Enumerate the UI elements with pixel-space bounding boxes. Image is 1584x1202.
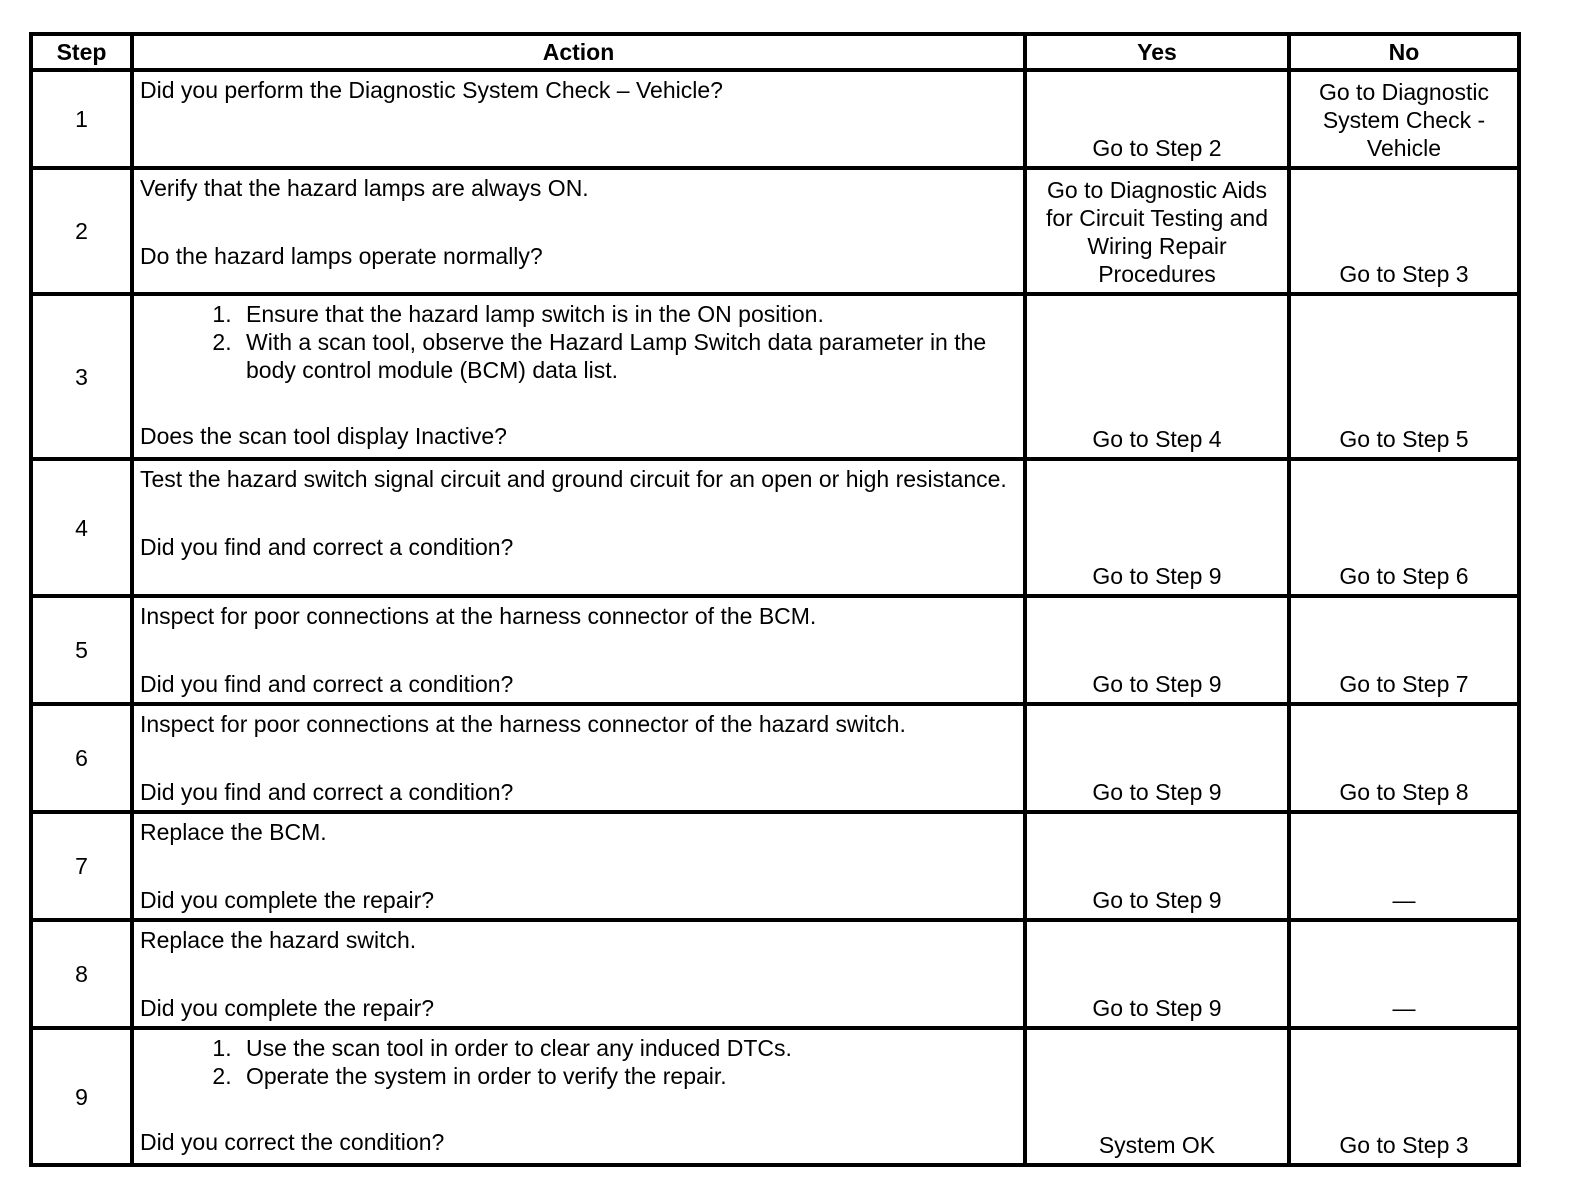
action-question: Do the hazard lamps operate normally?: [140, 243, 543, 269]
action-text: Test the hazard switch signal circuit and ground circuit for an open or high resistance.: [140, 466, 1007, 492]
action-cell: [132, 70, 1025, 168]
action-question: Did you find and correct a condition?: [140, 779, 514, 805]
action-cell: [132, 168, 1025, 294]
yes-cell: Go to Step 9: [1025, 596, 1289, 704]
table-row: [31, 459, 1519, 596]
action-question: Does the scan tool display Inactive?: [140, 423, 507, 449]
step-number: 4: [31, 459, 132, 596]
table-row: [31, 168, 1519, 294]
action-question: Did you find and correct a condition?: [140, 671, 514, 697]
table-row: [31, 70, 1519, 168]
list-item: 2. Operate the system in order to verify the repair.: [238, 1062, 1017, 1090]
yes-cell: Go to Step 2: [1025, 70, 1289, 168]
action-question: Did you complete the repair?: [140, 995, 435, 1021]
no-cell: Go to Step 6: [1289, 459, 1519, 596]
action-text: Inspect for poor connections at the harness connector of the BCM.: [140, 603, 817, 629]
action-cell: [132, 294, 1025, 459]
action-cell: [132, 920, 1025, 1028]
step-number: 7: [31, 812, 132, 920]
list-item: 1. Ensure that the hazard lamp switch is in the ON position.: [238, 300, 1017, 328]
action-question: Did you find and correct a condition?: [140, 534, 514, 560]
header-step: Step: [31, 34, 132, 70]
action-steps-list: [140, 300, 1017, 384]
yes-cell: System OK: [1025, 1028, 1289, 1165]
action-cell: [132, 459, 1025, 596]
action-question: Did you complete the repair?: [140, 887, 435, 913]
no-cell: Go to Step 3: [1289, 1028, 1519, 1165]
action-question: Did you correct the condition?: [140, 1129, 445, 1155]
step-number: 5: [31, 596, 132, 704]
action-cell: [132, 596, 1025, 704]
table-row: [31, 1028, 1519, 1165]
no-cell: Go to Step 8: [1289, 704, 1519, 812]
step-number: 6: [31, 704, 132, 812]
diagnostic-table: [29, 32, 1521, 1167]
no-cell: Go to Diagnostic System Check - Vehicle: [1289, 70, 1519, 168]
action-cell: [132, 812, 1025, 920]
action-text: Did you perform the Diagnostic System Check – Vehicle?: [140, 77, 723, 103]
no-cell: —: [1289, 812, 1519, 920]
step-number: 9: [31, 1028, 132, 1165]
table-row: [31, 596, 1519, 704]
step-number: 3: [31, 294, 132, 459]
yes-cell: Go to Step 9: [1025, 704, 1289, 812]
step-number: 2: [31, 168, 132, 294]
header-no: No: [1289, 34, 1519, 70]
list-item: 2. With a scan tool, observe the Hazard Lamp Switch data parameter in the body control module (BCM) data list.: [238, 328, 1017, 384]
no-cell: Go to Step 5: [1289, 294, 1519, 459]
step-number: 8: [31, 920, 132, 1028]
header-row: [31, 34, 1519, 70]
action-text: Replace the BCM.: [140, 819, 327, 845]
table-row: [31, 920, 1519, 1028]
no-cell: Go to Step 3: [1289, 168, 1519, 294]
action-text: Replace the hazard switch.: [140, 927, 417, 953]
table-row: [31, 704, 1519, 812]
list-item: 1. Use the scan tool in order to clear any induced DTCs.: [238, 1034, 1017, 1062]
step-number: 1: [31, 70, 132, 168]
action-cell: [132, 1028, 1025, 1165]
header-action: Action: [132, 34, 1025, 70]
header-yes: Yes: [1025, 34, 1289, 70]
yes-cell: Go to Step 9: [1025, 459, 1289, 596]
no-cell: —: [1289, 920, 1519, 1028]
table-row: [31, 812, 1519, 920]
action-steps-list: [140, 1034, 1017, 1090]
table-row: [31, 294, 1519, 459]
no-cell: Go to Step 7: [1289, 596, 1519, 704]
action-text: Verify that the hazard lamps are always ON.: [140, 175, 589, 201]
yes-cell: Go to Diagnostic Aids for Circuit Testing and Wiring Repair Procedures: [1025, 168, 1289, 294]
action-text: Inspect for poor connections at the harness connector of the hazard switch.: [140, 711, 906, 737]
yes-cell: Go to Step 4: [1025, 294, 1289, 459]
yes-cell: Go to Step 9: [1025, 812, 1289, 920]
yes-cell: Go to Step 9: [1025, 920, 1289, 1028]
action-cell: [132, 704, 1025, 812]
